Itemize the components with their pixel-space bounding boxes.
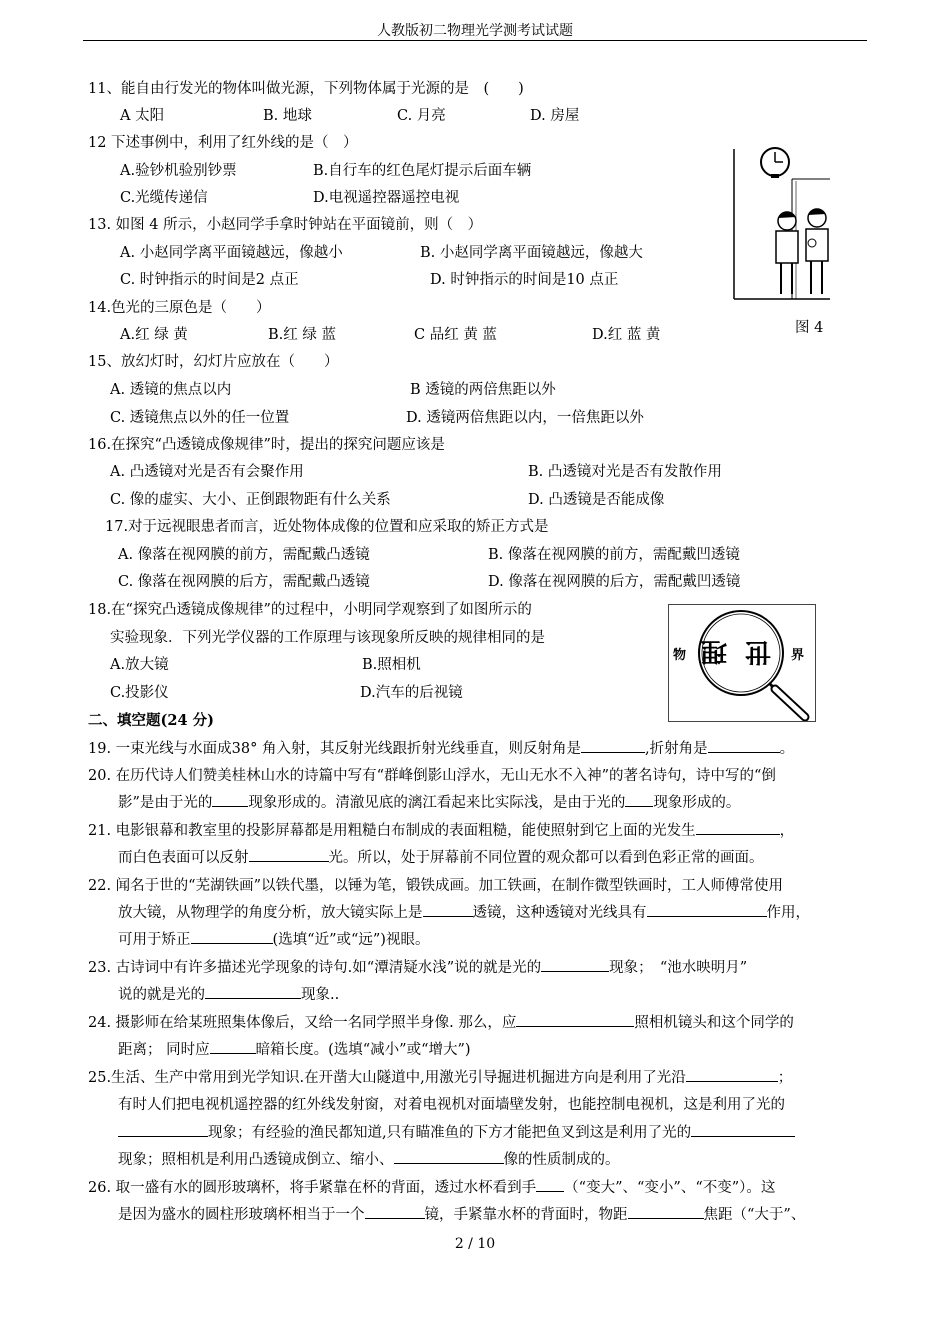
- q25-blank-1[interactable]: [686, 1067, 778, 1082]
- q20-line1: 20. 在历代诗人们赞美桂林山水的诗篇中写有“群峰倒影山浮水，无山无水不入神”的著名诗句，诗中写的“倒: [88, 768, 776, 784]
- q25-blank-2[interactable]: [118, 1122, 208, 1137]
- q17-stem: 17.对于远视眼患者而言，近处物体成像的位置和应采取的矫正方式是: [105, 519, 549, 535]
- q22-line3: 可用于矫正 (选填“近”或“远”)视眼。: [118, 928, 429, 949]
- q24-blank-1[interactable]: [516, 1012, 634, 1027]
- magnifier-char-mid1: 理: [700, 636, 727, 666]
- q20-line2: 影”是由于光的 现象形成的。清澈见底的漓江看起来比实际浅，是由于光的 现象形成的。: [118, 791, 740, 812]
- q16-option-a: A. 凸透镜对光是否有会聚作用: [110, 464, 304, 480]
- magnifier-char-left: 物: [673, 648, 687, 663]
- q12-stem: 12 下述事例中，利用了红外线的是（ ）: [88, 135, 358, 151]
- q26-line1: 26. 取一盛有水的圆形玻璃杯，将手紧靠在杯的背面，透过水杯看到手 （“变大”、“变小”、“不变”）。这: [88, 1176, 775, 1197]
- q14-stem: 14.色光的三原色是（ ）: [88, 300, 271, 316]
- q15-option-c: C. 透镜焦点以外的任一位置: [110, 410, 290, 426]
- q16-option-d: D. 凸透镜是否能成像: [528, 492, 665, 508]
- q26-blank-1[interactable]: [536, 1177, 564, 1192]
- magnifier-figure: [668, 604, 816, 722]
- q14-option-b: B.红 绿 蓝: [268, 327, 336, 343]
- magnifier-char-right: 界: [791, 648, 805, 663]
- q15-stem: 15、放幻灯时，幻灯片应放在（ ）: [88, 354, 339, 370]
- q17-option-b: B. 像落在视网膜的前方，需配戴凹透镜: [488, 547, 740, 563]
- q11-stem: 11、能自由行发光的物体叫做光源，下列物体属于光源的是 ( ): [88, 81, 524, 97]
- q16-stem: 16.在探究“凸透镜成像规律”时，提出的探究问题应该是: [88, 437, 445, 453]
- q17-option-a: A. 像落在视网膜的前方，需配戴凸透镜: [118, 547, 370, 563]
- q25-blank-3[interactable]: [691, 1122, 795, 1137]
- q12-option-c: C.光缆传递信: [120, 190, 208, 206]
- q15-option-b: B 透镜的两倍焦距以外: [410, 382, 556, 398]
- q22-blank-2[interactable]: [647, 902, 767, 917]
- q14-option-c: C 品红 黄 蓝: [414, 327, 497, 343]
- q12-option-b: B.自行车的红色尾灯提示后面车辆: [313, 163, 532, 179]
- q13-option-d: D. 时钟指示的时间是10 点正: [430, 272, 619, 288]
- q25-line1: 25.生活、生产中常用到光学知识.在开凿大山隧道中,用激光引导掘进机掘进方向是利用了光沿 ；: [88, 1066, 792, 1087]
- q21-blank-1[interactable]: [696, 820, 780, 835]
- q20-blank-1[interactable]: [212, 792, 248, 807]
- q25-line4: 现象；照相机是利用凸透镜成倒立、缩小、 像的性质制成的。: [118, 1148, 620, 1169]
- q19-text: 19. 一束光线与水面成38° 角入射，其反射光线跟折射光线垂直，则反射角是 ,折射角是 。: [88, 737, 794, 758]
- q16-option-c: C. 像的虚实、大小、正倒跟物距有什么关系: [110, 492, 391, 508]
- q21-line1: 21. 电影银幕和教室里的投影屏幕都是用粗糙白布制成的表面粗糙，能使照射到它上面的光发生 ，: [88, 819, 794, 840]
- q17-option-c: C. 像落在视网膜的后方，需配戴凸透镜: [118, 574, 370, 590]
- q13-stem: 13. 如图 4 所示，小赵同学手拿时钟站在平面镜前，则（ ）: [88, 217, 483, 233]
- q11-option-a: A 太阳: [120, 108, 165, 124]
- figure-4-image: [732, 139, 832, 303]
- q18-stem-line1: 18.在“探究凸透镜成像规律”的过程中，小明同学观察到了如图所示的: [88, 602, 532, 618]
- q13-option-a: A. 小赵同学离平面镜越远，像越小: [120, 245, 343, 261]
- q17-option-d: D. 像落在视网膜的后方，需配戴凹透镜: [488, 574, 741, 590]
- q11-option-d: D. 房屋: [530, 108, 580, 124]
- q24-line2: 距离； 同时应 暗箱长度。(选填“减小”或“增大”): [118, 1038, 471, 1059]
- q22-line2: 放大镜，从物理学的角度分析，放大镜实际上是 透镜，这种透镜对光线具有 作用，: [118, 901, 810, 922]
- q14-option-a: A.红 绿 黄: [120, 327, 188, 343]
- q18-option-b: B.照相机: [362, 657, 421, 673]
- q24-blank-2[interactable]: [210, 1039, 256, 1054]
- q18-stem-line2: 实验现象．下列光学仪器的工作原理与该现象所反映的规律相同的是: [110, 630, 545, 646]
- q15-option-a: A. 透镜的焦点以内: [110, 382, 232, 398]
- q20-blank-2[interactable]: [625, 792, 653, 807]
- q26-line2: 是因为盛水的圆柱形玻璃杯相当于一个 镜，手紧靠水杯的背面时，物距 焦距（“大于”、: [118, 1203, 805, 1224]
- q14-option-d: D.红 蓝 黄: [592, 327, 661, 343]
- q26-blank-2[interactable]: [365, 1204, 425, 1219]
- q11-option-c: C. 月亮: [397, 108, 446, 124]
- q18-option-c: C.投影仪: [110, 685, 169, 701]
- q22-blank-3[interactable]: [191, 929, 273, 944]
- q15-option-d: D. 透镜两倍焦距以内，一倍焦距以外: [406, 410, 644, 426]
- q23-blank-1[interactable]: [541, 957, 609, 972]
- q25-blank-4[interactable]: [394, 1149, 504, 1164]
- q24-line1: 24. 摄影师在给某班照集体像后，又给一名同学照半身像. 那么，应 照相机镜头和这个同学的: [88, 1011, 794, 1032]
- q26-blank-3[interactable]: [628, 1204, 704, 1219]
- header-rule: [83, 40, 867, 41]
- q12-option-d: D.电视遥控器遥控电视: [313, 190, 460, 206]
- page-header: 人教版初二物理光学测考试试题: [377, 23, 573, 39]
- q23-line1: 23. 古诗词中有许多描述光学现象的诗句.如“潭清疑水浅”说的就是光的 现象； “池水映明月”: [88, 956, 747, 977]
- q13-option-c: C. 时钟指示的时间是2 点正: [120, 272, 299, 288]
- figure-4-caption: 图 4: [795, 320, 824, 336]
- q22-line1: 22. 闻名于世的“芜湖铁画”以铁代墨，以锤为笔，锻铁成画。加工铁画，在制作微型铁画时，工人师傅常使用: [88, 878, 783, 894]
- section-2-title: 二、填空题(24 分): [88, 712, 214, 729]
- q16-option-b: B. 凸透镜对光是否有发散作用: [528, 464, 722, 480]
- q25-line3: 现象；有经验的渔民都知道,只有瞄准鱼的下方才能把鱼叉到这是利用了光的: [118, 1121, 795, 1142]
- page-number: 2 / 10: [454, 1236, 496, 1252]
- magnifier-char-mid2: 世: [744, 636, 771, 666]
- q21-line2: 而白色表面可以反射 光。所以，处于屏幕前不同位置的观众都可以看到色彩正常的画面。: [118, 846, 764, 867]
- q23-line2: 说的就是光的 现象..: [118, 983, 339, 1004]
- q18-option-d: D.汽车的后视镜: [360, 685, 463, 701]
- q25-line2: 有时人们把电视机遥控器的红外线发射窗，对着电视机对面墙壁发射，也能控制电视机，这是利用了光的: [118, 1097, 785, 1113]
- q19-blank-2[interactable]: [708, 738, 780, 753]
- q21-blank-2[interactable]: [249, 847, 329, 862]
- q22-blank-1[interactable]: [423, 902, 473, 917]
- q11-option-b: B. 地球: [263, 108, 312, 124]
- q18-option-a: A.放大镜: [110, 657, 169, 673]
- q13-option-b: B. 小赵同学离平面镜越远，像越大: [420, 245, 643, 261]
- q23-blank-2[interactable]: [205, 984, 301, 999]
- q12-option-a: A.验钞机验别钞票: [120, 163, 237, 179]
- q19-blank-1[interactable]: [581, 738, 645, 753]
